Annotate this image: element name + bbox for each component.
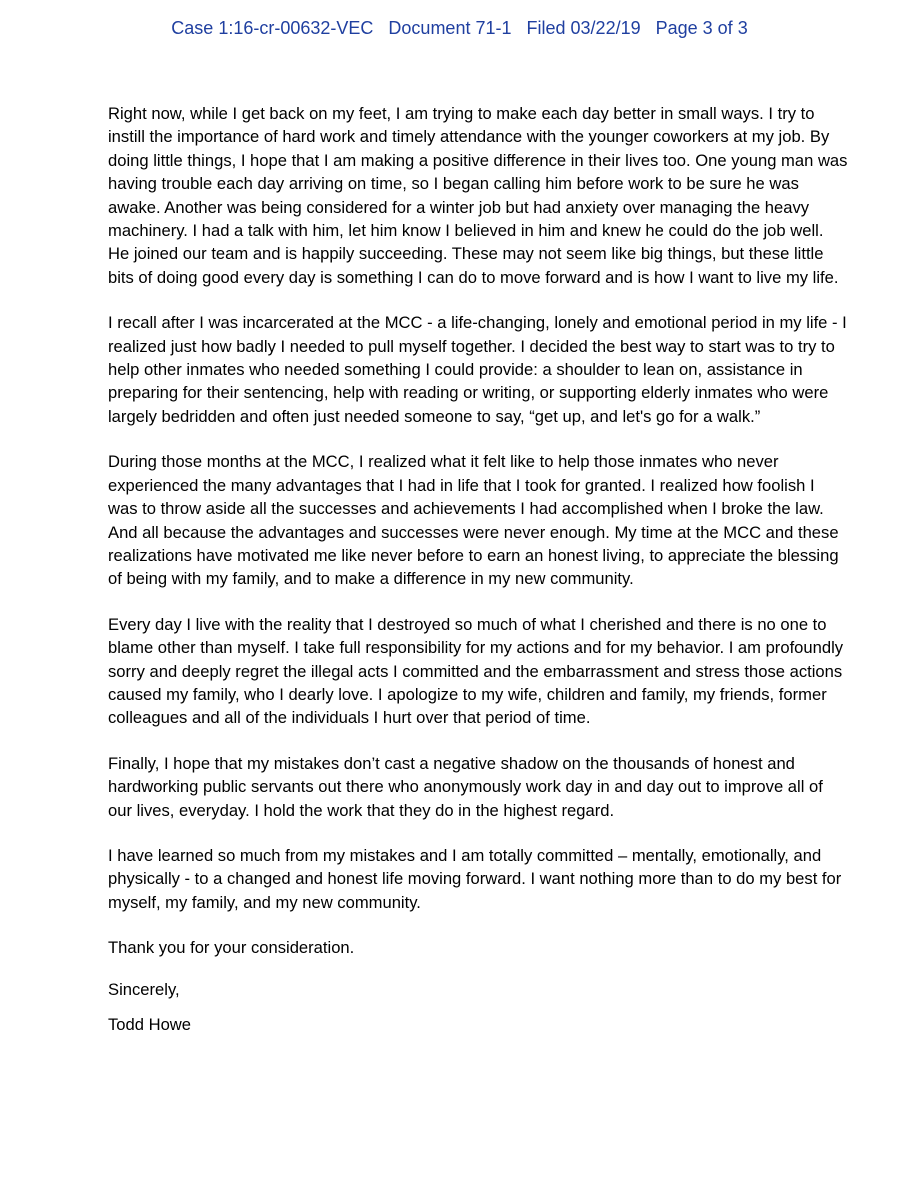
paragraph-1: Right now, while I get back on my feet, I am trying to make each day better in small ways. I try to instill the importance of hard work and timely attendance with the younger coworkers at my job. By doing little things, I hope that I am making a positive difference in their lives too. One young man was having trouble each day arriving on time, so I began calling him before work to be sure he was awake. Another was being considered for a winter job but had anxiety over managing the heavy machinery. I had a talk with him, let him know I believed in him and knew he could do the job well. He joined our team and is happily succeeding. These may not seem like big things, but these little bits of doing good every day is something I can do to move forward and is how I want to live my life.	[108, 104, 848, 287]
case-number: Case 1:16-cr-00632-VEC	[171, 18, 374, 38]
paragraph-5: Finally, I hope that my mistakes don’t cast a negative shadow on the thousands of honest and hardworking public servants out there who anonymously work day in and day out to improve all of our lives, everyday. I hold the work that they do in the highest regard.	[108, 753, 823, 820]
salutation: Sincerely,	[108, 979, 180, 999]
letter-body	[108, 102, 848, 1048]
paragraph-7: Thank you for your consideration.	[108, 938, 355, 958]
paragraph-6: I have learned so much from my mistakes and I am totally committed – mentally, emotionally, and physically - to a changed and honest life moving forward. I want nothing more than to do my best for myself, my family, and my new community.	[108, 845, 842, 912]
filing-header	[0, 17, 919, 39]
paragraph-3: During those months at the MCC, I realized what it felt like to help those inmates who never experienced the many advantages that I had in life that I took for granted. I realized how foolish I was to throw aside all the successes and achievements I had accomplished when I broke the law. And all because the advantages and successes were never enough. My time at the MCC and these realizations have motivated me like never before to earn an honest living, to appreciate the blessing of being with my family, and to make a difference in my new community.	[108, 452, 839, 589]
page-number: Page 3 of 3	[655, 18, 748, 38]
signature-name: Todd Howe	[108, 1015, 192, 1034]
filed-date: Filed 03/22/19	[526, 18, 641, 38]
paragraph-2: I recall after I was incarcerated at the MCC - a life-changing, lonely and emotional period in my life - I realized just how badly I needed to pull myself together. I decided the best way to start was to try to help other inmates who needed something I could provide: a shoulder to lean on, assistance in preparing for their sentencing, help with reading or writing, or supporting elderly inmates who were largely bedridden and often just needed someone to say, “get up, and let's go for a walk.”	[108, 313, 847, 426]
document-number: Document 71-1	[388, 18, 512, 38]
paragraph-4: Every day I live with the reality that I destroyed so much of what I cherished and there is no one to blame other than myself. I take full responsibility for my actions and for my behavior. I am profoundly sorry and deeply regret the illegal acts I committed and the embarrassment and stress those actions caused my family, who I dearly love. I apologize to my wife, children and family, my friends, former colleagues and all of the individuals I hurt over that period of time.	[108, 614, 844, 728]
